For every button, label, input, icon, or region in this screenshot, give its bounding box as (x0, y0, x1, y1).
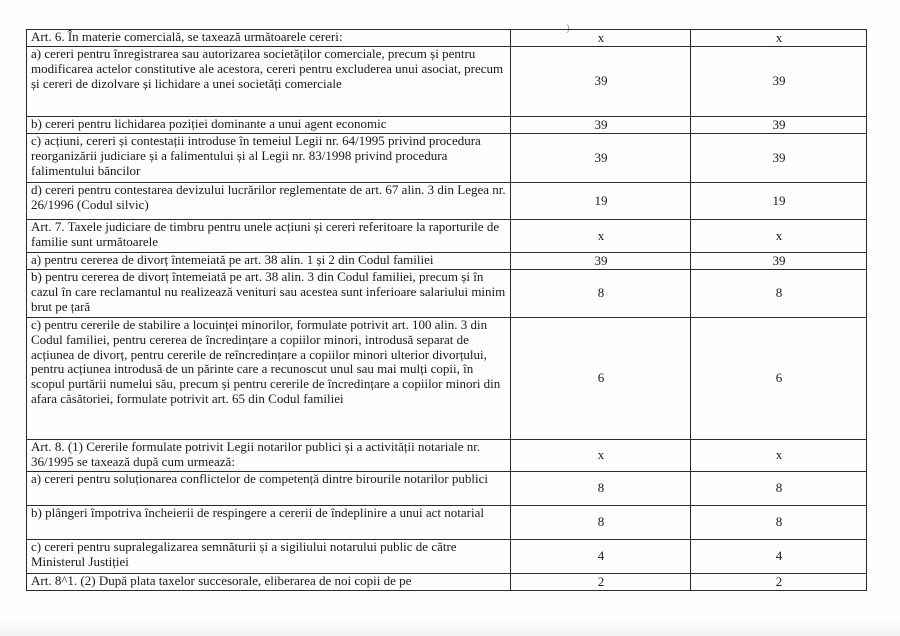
value-cell-1: x (511, 220, 691, 253)
value-cell-1: x (511, 30, 691, 47)
value-cell-2: 6 (691, 318, 867, 440)
value-cell-2: 39 (691, 117, 867, 134)
value-cell-1: 39 (511, 47, 691, 117)
row-description: c) pentru cererile de stabilire a locuinței minorilor, formulate potrivit art. 100 alin. 3 din Codul familiei, pentru cererea de încredințare a copiilor minori, introdusă separat de acțiunea de divorț, pentru cererile de reîncredințare a copiilor minori ulterior divorțului, pentru acțiunea introdusă de un părinte care a recunoscut unul sau mai mulți copii, în scopul purtării numelui său, precum și pentru cererile de încredințare a copiilor minori din afara căsătoriei, formulate potrivit art. 65 din Codul familiei (27, 318, 511, 440)
scan-mark: ) (566, 22, 570, 34)
value-cell-2: x (691, 220, 867, 253)
row-description: b) cereri pentru lichidarea poziției dominante a unui agent economic (27, 117, 511, 134)
row-description: Art. 8^1. (2) După plata taxelor succesorale, eliberarea de noi copii de pe (27, 574, 511, 591)
value-cell-2: 4 (691, 540, 867, 574)
row-description: a) pentru cererea de divorț întemeiată pe art. 38 alin. 1 și 2 din Codul familiei (27, 253, 511, 270)
table-row (27, 30, 867, 47)
table-row (27, 270, 867, 318)
table-row (27, 540, 867, 574)
value-cell-2: 2 (691, 574, 867, 591)
table-row (27, 440, 867, 472)
table-row (27, 47, 867, 117)
value-cell-1: 6 (511, 318, 691, 440)
value-cell-2: x (691, 30, 867, 47)
row-description: Art. 8. (1) Cererile formulate potrivit Legii notarilor publici și a activității notariale nr. 36/1995 se taxează după cum urmează: (27, 440, 511, 472)
value-cell-2: 8 (691, 270, 867, 318)
value-cell-2: 19 (691, 183, 867, 220)
value-cell-2: 39 (691, 47, 867, 117)
value-cell-1: 8 (511, 472, 691, 506)
table-row (27, 472, 867, 506)
value-cell-2: 8 (691, 472, 867, 506)
page-bottom-edge (0, 620, 900, 636)
table-row (27, 117, 867, 134)
table-row (27, 318, 867, 440)
row-description: Art. 7. Taxele judiciare de timbru pentru unele acțiuni și cereri referitoare la raporturile de familie sunt următoarele (27, 220, 511, 253)
value-cell-2: 39 (691, 134, 867, 183)
value-cell-1: 8 (511, 506, 691, 540)
value-cell-1: 8 (511, 270, 691, 318)
row-description: b) pentru cererea de divorț întemeiată pe art. 38 alin. 3 din Codul familiei, precum și în cazul în care reclamantul nu realizează venituri sau acestea sunt inferioare salariului minim brut pe țară (27, 270, 511, 318)
table-row (27, 253, 867, 270)
table-row (27, 183, 867, 220)
value-cell-2: x (691, 440, 867, 472)
value-cell-2: 8 (691, 506, 867, 540)
value-cell-1: 39 (511, 134, 691, 183)
table-row (27, 220, 867, 253)
table-row (27, 134, 867, 183)
value-cell-1: 4 (511, 540, 691, 574)
value-cell-1: 39 (511, 253, 691, 270)
value-cell-1: 39 (511, 117, 691, 134)
table-row (27, 574, 867, 591)
row-description: Art. 6. În materie comercială, se taxează următoarele cereri: (27, 30, 511, 47)
value-cell-1: 19 (511, 183, 691, 220)
row-description: b) plângeri împotriva încheierii de respingere a cererii de îndeplinire a unui act notarial (27, 506, 511, 540)
value-cell-1: x (511, 440, 691, 472)
row-description: c) acțiuni, cereri și contestații introduse în temeiul Legii nr. 64/1995 privind procedura reorganizării judiciare și a falimentului și al Legii nr. 83/1998 privind procedura falimentului băncilor (27, 134, 511, 183)
table-row (27, 506, 867, 540)
row-description: a) cereri pentru înregistrarea sau autorizarea societăților comerciale, precum și pentru modificarea actelor constitutive ale acestora, cereri pentru excluderea unui asociat, precum și cereri de dizolvare și lichidare a unei societăți comerciale (27, 47, 511, 117)
row-description: c) cereri pentru supralegalizarea semnăturii și a sigiliului notarului public de către Ministerul Justiției (27, 540, 511, 574)
row-description: d) cereri pentru contestarea devizului lucrărilor reglementate de art. 67 alin. 3 din Legea nr. 26/1996 (Codul silvic) (27, 183, 511, 220)
value-cell-1: 2 (511, 574, 691, 591)
value-cell-2: 39 (691, 253, 867, 270)
fee-table (26, 29, 867, 591)
row-description: a) cereri pentru soluționarea conflictelor de competență dintre birourile notarilor publici (27, 472, 511, 506)
